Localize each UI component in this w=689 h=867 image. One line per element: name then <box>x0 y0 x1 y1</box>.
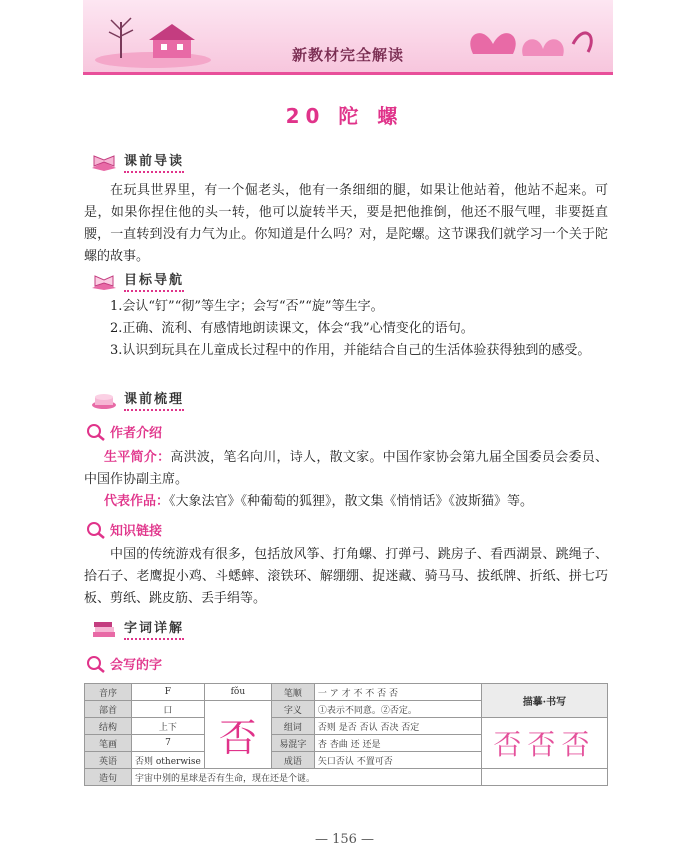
preview-text: 在玩具世界里，有一个倔老头，他有一条细细的腿，如果让他站着，他站不起来。可是，如果你捏住他的头一转，他可以旋转半天，要是把他推倒，他还不服气哩，非要挺直腰，一直转到没有力气为止。你知道是什么吗？对，是陀螺。这节课我们就学习一个关于陀螺的故事。 <box>84 183 608 264</box>
practice-char: 否 <box>561 728 596 761</box>
character-table <box>84 683 608 786</box>
label-radical: 部首 <box>85 701 132 718</box>
writing-heading: 会写的字 <box>110 658 163 673</box>
open-book-icon <box>90 271 118 291</box>
label-phrases: 组词 <box>271 718 314 735</box>
section-words-heading: 字词详解 <box>124 617 184 640</box>
knowledge-text: 中国的传统游戏有很多，包括放风筝、打角螺、打弹弓、跳房子、看西湖景、跳绳子、拾石子、老鹰捉小鸡、斗蟋蟀、滚铁环、解绷绷、捉迷藏、骑马马、拔纸牌、折纸、拼七巧板、剪纸、跳皮筋、丢手绢等。 <box>84 547 608 606</box>
value-example: 宇宙中别的星球是否有生命，现在还是个谜。 <box>132 769 482 786</box>
lesson-title: 20 陀 螺 <box>285 104 404 128</box>
label-structure: 结构 <box>85 718 132 735</box>
value-radical: 口 <box>132 701 205 718</box>
value-phrases: 否则 是否 否认 否决 否定 <box>314 718 481 735</box>
magnifier-icon <box>86 655 106 673</box>
label-stroke-order: 笔顺 <box>271 684 314 701</box>
practice-char: 否 <box>527 728 562 761</box>
section-words <box>90 617 184 640</box>
empty-cell <box>481 769 607 786</box>
value-strokes: 7 <box>132 735 205 752</box>
section-organize <box>90 388 184 411</box>
label-order: 音序 <box>85 684 132 701</box>
book-icon <box>90 152 118 172</box>
label-english: 英语 <box>85 752 132 769</box>
header-title: 新教材完全解读 <box>291 46 404 64</box>
subsection-writing <box>86 654 162 673</box>
works-text: 《大象法官》《种葡萄的狐狸》，散文集《悄悄话》《波斯猫》等。 <box>169 494 534 509</box>
section-goals <box>90 269 184 292</box>
author-bio <box>84 447 608 491</box>
section-organize-heading: 课前梳理 <box>124 388 184 411</box>
magnifier-icon <box>86 423 106 441</box>
label-strokes: 笔画 <box>85 735 132 752</box>
magnifier-icon <box>86 521 106 539</box>
flower-decoration-icon <box>453 14 603 64</box>
knowledge-heading: 知识链接 <box>110 524 163 539</box>
value-structure: 上下 <box>132 718 205 735</box>
stacked-books-icon <box>90 619 118 639</box>
goal-item: 3.认识到玩具在儿童成长过程中的作用，并能结合自己的生活体验获得独到的感受。 <box>110 343 591 358</box>
label-idiom: 成语 <box>271 752 314 769</box>
value-english: 否则 otherwise <box>132 752 205 769</box>
value-pinyin: fǒu <box>204 684 271 701</box>
value-idiom: 矢口否认 不置可否 <box>314 752 481 769</box>
works-label: 代表作品： <box>104 494 170 509</box>
practice-area <box>481 718 607 769</box>
page-header <box>83 0 613 75</box>
subsection-author <box>86 422 162 441</box>
author-heading: 作者介绍 <box>110 426 163 441</box>
section-preview-heading: 课前导读 <box>124 150 184 173</box>
bio-text: 高洪波，笔名向川，诗人，散文家。中国作家协会第九届全国委员会委员、中国作协副主席。 <box>84 450 608 487</box>
value-stroke-order: 一 ア 才 不 不 否 否 <box>314 684 481 701</box>
author-works <box>104 491 608 513</box>
value-order: F <box>132 684 205 701</box>
value-meaning: ①表示不同意。②否定。 <box>314 701 481 718</box>
label-confusable: 易混字 <box>271 735 314 752</box>
label-example: 造句 <box>85 769 132 786</box>
goal-item: 1.会认“钉”“彻”等生字；会写“否”“旋”等生字。 <box>110 299 384 314</box>
subsection-knowledge <box>86 520 162 539</box>
value-confusable: 杏 杏曲 还 还是 <box>314 735 481 752</box>
label-meaning: 字义 <box>271 701 314 718</box>
practice-char: 否 <box>493 728 528 761</box>
bio-label: 生平简介： <box>104 450 171 465</box>
main-character: 否 <box>204 701 271 769</box>
page-number: — 156 — <box>314 832 375 847</box>
label-practice: 描摹·书写 <box>481 684 607 718</box>
section-preview <box>90 150 184 173</box>
section-goals-heading: 目标导航 <box>124 269 184 292</box>
cake-icon <box>90 390 118 410</box>
goals-list <box>84 296 608 362</box>
goal-item: 2.正确、流利、有感情地朗读课文，体会“我”心情变化的语句。 <box>110 321 474 336</box>
